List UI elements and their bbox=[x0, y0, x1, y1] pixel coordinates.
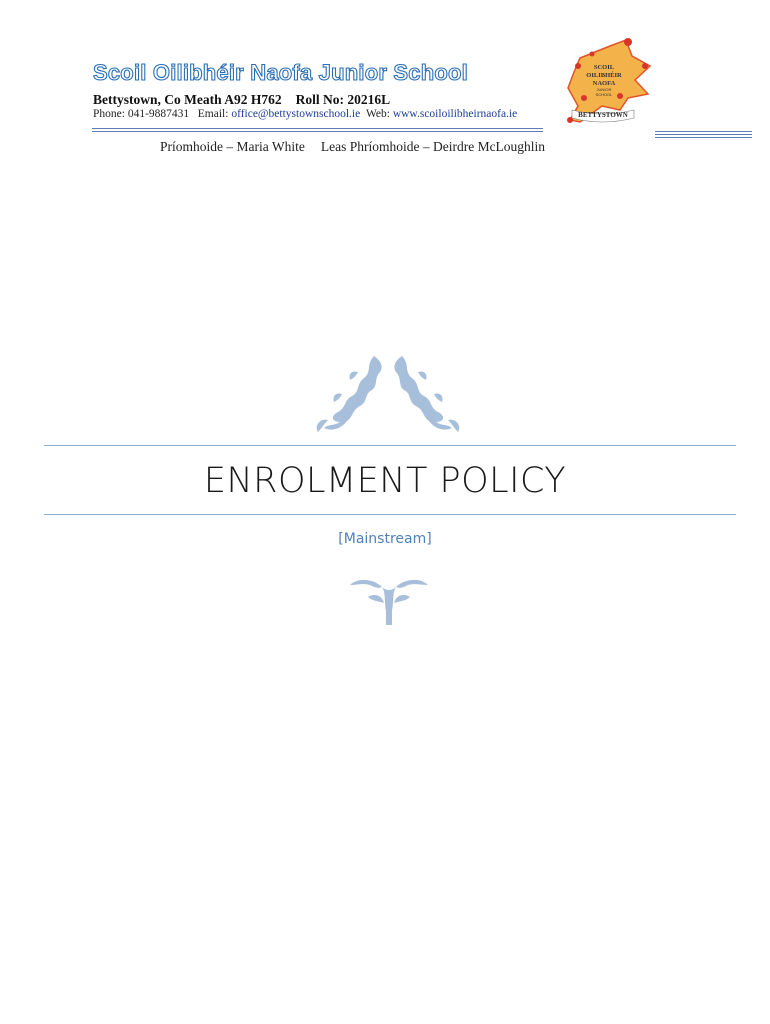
school-logo bbox=[540, 36, 665, 128]
email-label: Email: bbox=[197, 108, 229, 120]
principal-name: Príomhoide – Maria White bbox=[160, 139, 305, 154]
logo-text-line5: SCHOOL bbox=[595, 92, 613, 97]
title-bottom-rule bbox=[44, 514, 736, 515]
logo-text-line1: SCOIL bbox=[593, 64, 615, 71]
web-label: Web: bbox=[365, 108, 390, 120]
contact-line bbox=[93, 108, 545, 120]
flourish-ornament bbox=[312, 352, 464, 434]
document-subtitle: [Mainstream] bbox=[338, 531, 432, 547]
phone-number: Phone: 041-9887431 bbox=[93, 108, 190, 120]
title-top-rule bbox=[44, 445, 736, 446]
school-address-line bbox=[93, 92, 390, 108]
document-title: ENROLMENT POLICY bbox=[203, 461, 567, 501]
deputy-principal-name: Leas Phríomhoide – Deirdre McLoughlin bbox=[320, 139, 546, 154]
logo-banner-text: BETTYSTOWN bbox=[578, 111, 628, 119]
school-name: Scoil Oilibhéir Naofa Junior School bbox=[93, 60, 468, 85]
logo-text-line3: NAOFA bbox=[592, 80, 616, 87]
logo-text-line4: JUNIOR bbox=[596, 87, 612, 92]
staff-line bbox=[160, 139, 545, 155]
school-address: Bettystown, Co Meath A92 H762 bbox=[93, 92, 282, 107]
fleuron-ornament bbox=[348, 575, 430, 627]
logo-text-line2: OILIBHÉIR bbox=[586, 72, 622, 79]
email-link[interactable]: office@bettystownschool.ie bbox=[231, 108, 361, 120]
website-link[interactable]: www.scoiloilibheirnaofa.ie bbox=[392, 108, 518, 120]
roll-number: Roll No: 20216L bbox=[295, 92, 391, 107]
